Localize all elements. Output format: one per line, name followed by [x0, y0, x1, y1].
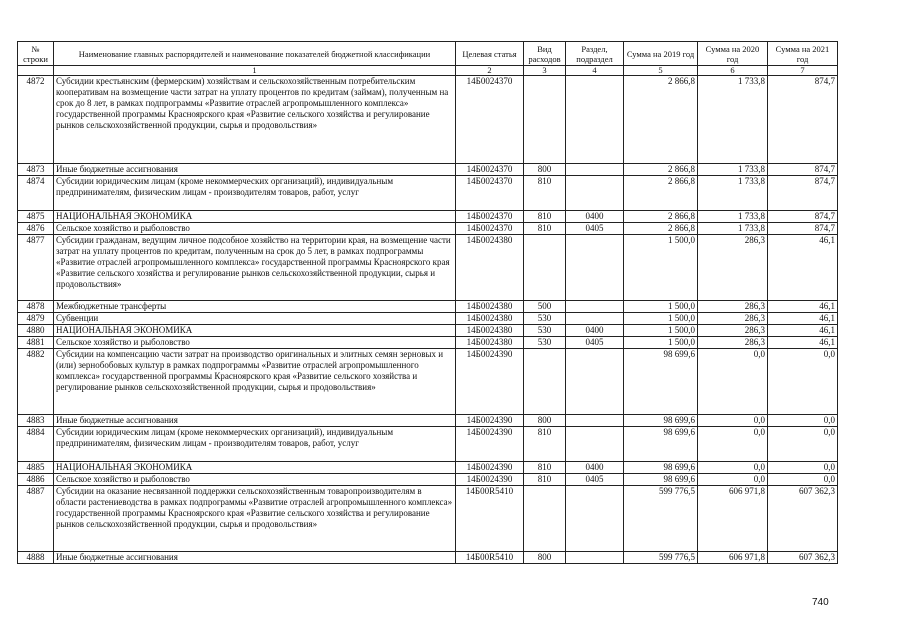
row-name: Сельское хозяйство и рыболовство: [54, 223, 456, 235]
row-sum-2020: 0,0: [698, 462, 768, 474]
row-name: Субсидии на компенсацию части затрат на производство оригинальных и элитных семян зерновых и (или) зернобобовых культур в рамках подпрограммы «Развитие отраслей агропромышленного комплекса» государственной программы Красноярского края «Развитие сельского хозяйства и регулирование рынков сельскохозяйственной продукции, сырья и продовольствия»: [54, 349, 456, 415]
row-name: Иные бюджетные ассигнования: [54, 415, 456, 427]
column-number: 2: [456, 66, 524, 76]
row-sum-2020: 0,0: [698, 427, 768, 462]
row-number: 4877: [18, 235, 54, 301]
row-sum-2020: 286,3: [698, 235, 768, 301]
row-target-article: 14Б0024390: [456, 474, 524, 486]
row-number: 4887: [18, 486, 54, 552]
table-row: [18, 552, 838, 564]
row-sum-2020: 1 733,8: [698, 176, 768, 211]
row-sum-2019: 2 866,8: [624, 164, 698, 176]
table-row: [18, 325, 838, 337]
row-sum-2021: 0,0: [768, 474, 838, 486]
row-sum-2021: 874,7: [768, 76, 838, 164]
table-row: [18, 474, 838, 486]
row-name: НАЦИОНАЛЬНАЯ ЭКОНОМИКА: [54, 325, 456, 337]
row-sum-2019: 1 500,0: [624, 337, 698, 349]
table-row: [18, 486, 838, 552]
budget-table: [17, 41, 838, 564]
row-target-article: 14Б0024370: [456, 164, 524, 176]
row-sum-2019: 1 500,0: [624, 325, 698, 337]
row-number: 4878: [18, 301, 54, 313]
row-expense-type: [524, 486, 566, 552]
row-name: Сельское хозяйство и рыболовство: [54, 337, 456, 349]
row-number: 4872: [18, 76, 54, 164]
row-sum-2021: 46,1: [768, 337, 838, 349]
row-expense-type: 810: [524, 474, 566, 486]
header-sum-2020: Сумма на 2020 год: [698, 42, 768, 66]
row-sum-2020: 1 733,8: [698, 211, 768, 223]
row-section: 0405: [566, 337, 624, 349]
row-sum-2020: 606 971,8: [698, 552, 768, 564]
row-number: 4875: [18, 211, 54, 223]
row-number: 4885: [18, 462, 54, 474]
row-sum-2021: 0,0: [768, 415, 838, 427]
row-sum-2021: 874,7: [768, 176, 838, 211]
row-sum-2021: 46,1: [768, 301, 838, 313]
row-target-article: 14Б0024370: [456, 76, 524, 164]
row-number: 4879: [18, 313, 54, 325]
budget-table-container: [17, 41, 837, 564]
table-row: [18, 211, 838, 223]
row-expense-type: 810: [524, 176, 566, 211]
row-sum-2021: 874,7: [768, 211, 838, 223]
table-row: [18, 176, 838, 211]
header-sum-2021: Сумма на 2021 год: [768, 42, 838, 66]
row-section: [566, 486, 624, 552]
row-sum-2020: 606 971,8: [698, 486, 768, 552]
column-number: 6: [698, 66, 768, 76]
row-expense-type: 530: [524, 313, 566, 325]
column-number: 4: [566, 66, 624, 76]
table-row: [18, 76, 838, 164]
row-target-article: 14Б0024390: [456, 415, 524, 427]
row-name: Сельское хозяйство и рыболовство: [54, 474, 456, 486]
row-sum-2019: 1 500,0: [624, 301, 698, 313]
row-name: Субсидии юридическим лицам (кроме некоммерческих организаций), индивидуальным предпринимателям, физическим лицам - производителям товаров, работ, услуг: [54, 427, 456, 462]
row-number: 4884: [18, 427, 54, 462]
row-target-article: 14Б00R5410: [456, 552, 524, 564]
row-target-article: 14Б0024370: [456, 223, 524, 235]
column-number: 1: [54, 66, 456, 76]
table-row: [18, 349, 838, 415]
row-sum-2021: 874,7: [768, 164, 838, 176]
row-section: [566, 427, 624, 462]
row-name: НАЦИОНАЛЬНАЯ ЭКОНОМИКА: [54, 462, 456, 474]
header-sum-2019: Сумма на 2019 год: [624, 42, 698, 66]
row-sum-2019: 2 866,8: [624, 223, 698, 235]
row-number: 4881: [18, 337, 54, 349]
table-row: [18, 164, 838, 176]
row-number: 4873: [18, 164, 54, 176]
row-target-article: 14Б0024390: [456, 462, 524, 474]
row-sum-2020: 0,0: [698, 415, 768, 427]
row-sum-2021: 46,1: [768, 313, 838, 325]
row-sum-2020: 1 733,8: [698, 223, 768, 235]
row-target-article: 14Б0024380: [456, 337, 524, 349]
table-row: [18, 427, 838, 462]
row-sum-2019: 2 866,8: [624, 211, 698, 223]
row-expense-type: 810: [524, 427, 566, 462]
row-name: Субсидии на оказание несвязанной поддержки сельскохозяйственным товаропроизводителям в области растениеводства в рамках подпрограммы «Развитие отраслей агропромышленного комплекса» государственной программы Красноярского края «Развитие сельского хозяйства и регулирование рынков сельскохозяйственной продукции, сырья и продовольствия»: [54, 486, 456, 552]
table-body: [18, 76, 838, 564]
column-number: 5: [624, 66, 698, 76]
row-expense-type: 530: [524, 337, 566, 349]
row-sum-2021: 874,7: [768, 223, 838, 235]
row-section: [566, 301, 624, 313]
table-row: [18, 301, 838, 313]
row-number: 4876: [18, 223, 54, 235]
table-row: [18, 235, 838, 301]
table-row: [18, 415, 838, 427]
row-sum-2020: 1 733,8: [698, 164, 768, 176]
row-expense-type: 530: [524, 325, 566, 337]
row-section: 0400: [566, 325, 624, 337]
header-section: Раздел, подраздел: [566, 42, 624, 66]
table-row: [18, 462, 838, 474]
row-sum-2021: 607 362,3: [768, 486, 838, 552]
row-number: 4888: [18, 552, 54, 564]
page-number: 740: [812, 597, 829, 608]
row-target-article: 14Б0024390: [456, 349, 524, 415]
row-section: 0405: [566, 223, 624, 235]
row-name: НАЦИОНАЛЬНАЯ ЭКОНОМИКА: [54, 211, 456, 223]
row-name: Иные бюджетные ассигнования: [54, 164, 456, 176]
row-section: [566, 415, 624, 427]
row-target-article: 14Б0024380: [456, 325, 524, 337]
column-number-row: [18, 66, 838, 76]
row-target-article: 14Б00R5410: [456, 486, 524, 552]
row-sum-2019: 98 699,6: [624, 427, 698, 462]
table-row: [18, 223, 838, 235]
row-sum-2020: 0,0: [698, 474, 768, 486]
row-sum-2019: 98 699,6: [624, 349, 698, 415]
row-section: [566, 235, 624, 301]
row-name: Субвенции: [54, 313, 456, 325]
row-section: 0400: [566, 462, 624, 474]
row-name: Субсидии крестьянским (фермерским) хозяйствам и сельскохозяйственным потребительским кооперативам на возмещение части затрат на уплату процентов по кредитам (займам), полученным на срок до 8 лет, в рамках подпрограммы «Развитие отраслей агропромышленного комплекса» государственной программы Красноярского края «Развитие сельского хозяйства и регулирование рынков сельскохозяйственной продукции, сырья и продовольствия»: [54, 76, 456, 164]
column-number: 3: [524, 66, 566, 76]
row-expense-type: [524, 235, 566, 301]
row-name: Субсидии гражданам, ведущим личное подсобное хозяйство на территории края, на возмещение части затрат на уплату процентов по кредитам, полученным на срок до 5 лет, в рамках подпрограммы «Развитие отраслей агропромышленного комплекса» государственной программы Красноярского края «Развитие сельского хозяйства и регулирование рынков сельскохозяйственной продукции, сырья и продовольствия»: [54, 235, 456, 301]
row-sum-2021: 607 362,3: [768, 552, 838, 564]
row-target-article: 14Б0024380: [456, 301, 524, 313]
row-sum-2020: 286,3: [698, 313, 768, 325]
row-expense-type: [524, 76, 566, 164]
header-expense-type: Вид расходов: [524, 42, 566, 66]
row-expense-type: [524, 349, 566, 415]
row-target-article: 14Б0024370: [456, 176, 524, 211]
row-expense-type: 810: [524, 462, 566, 474]
row-sum-2020: 0,0: [698, 349, 768, 415]
row-sum-2020: 1 733,8: [698, 76, 768, 164]
row-expense-type: 810: [524, 223, 566, 235]
row-expense-type: 800: [524, 164, 566, 176]
row-sum-2019: 98 699,6: [624, 415, 698, 427]
header-row: [18, 42, 838, 66]
row-sum-2020: 286,3: [698, 301, 768, 313]
row-sum-2019: 599 776,5: [624, 552, 698, 564]
row-expense-type: 810: [524, 211, 566, 223]
row-expense-type: 800: [524, 552, 566, 564]
column-number: 7: [768, 66, 838, 76]
row-name: Межбюджетные трансферты: [54, 301, 456, 313]
row-sum-2019: 2 866,8: [624, 176, 698, 211]
row-sum-2019: 98 699,6: [624, 474, 698, 486]
row-section: 0405: [566, 474, 624, 486]
table-row: [18, 313, 838, 325]
row-number: 4874: [18, 176, 54, 211]
row-name: Иные бюджетные ассигнования: [54, 552, 456, 564]
row-name: Субсидии юридическим лицам (кроме некоммерческих организаций), индивидуальным предпринимателям, физическим лицам - производителям товаров, работ, услуг: [54, 176, 456, 211]
row-section: [566, 176, 624, 211]
row-sum-2021: 0,0: [768, 349, 838, 415]
row-section: 0400: [566, 211, 624, 223]
row-number: 4886: [18, 474, 54, 486]
header-row-number: № строки: [18, 42, 54, 66]
row-sum-2019: 2 866,8: [624, 76, 698, 164]
row-sum-2021: 46,1: [768, 235, 838, 301]
row-number: 4882: [18, 349, 54, 415]
row-section: [566, 164, 624, 176]
row-sum-2019: 1 500,0: [624, 235, 698, 301]
row-number: 4880: [18, 325, 54, 337]
row-sum-2021: 0,0: [768, 462, 838, 474]
row-sum-2019: 599 776,5: [624, 486, 698, 552]
row-sum-2019: 98 699,6: [624, 462, 698, 474]
table-row: [18, 337, 838, 349]
row-target-article: 14Б0024380: [456, 235, 524, 301]
row-target-article: 14Б0024370: [456, 211, 524, 223]
row-sum-2020: 286,3: [698, 337, 768, 349]
header-target-article: Целевая статья: [456, 42, 524, 66]
row-sum-2019: 1 500,0: [624, 313, 698, 325]
row-section: [566, 313, 624, 325]
row-expense-type: 800: [524, 415, 566, 427]
row-number: 4883: [18, 415, 54, 427]
column-number-empty: [18, 66, 54, 76]
header-name: Наименование главных распорядителей и наименование показателей бюджетной классификации: [54, 42, 456, 66]
row-sum-2021: 0,0: [768, 427, 838, 462]
row-sum-2020: 286,3: [698, 325, 768, 337]
row-section: [566, 552, 624, 564]
row-target-article: 14Б0024390: [456, 427, 524, 462]
row-sum-2021: 46,1: [768, 325, 838, 337]
row-section: [566, 76, 624, 164]
row-target-article: 14Б0024380: [456, 313, 524, 325]
row-section: [566, 349, 624, 415]
row-expense-type: 500: [524, 301, 566, 313]
